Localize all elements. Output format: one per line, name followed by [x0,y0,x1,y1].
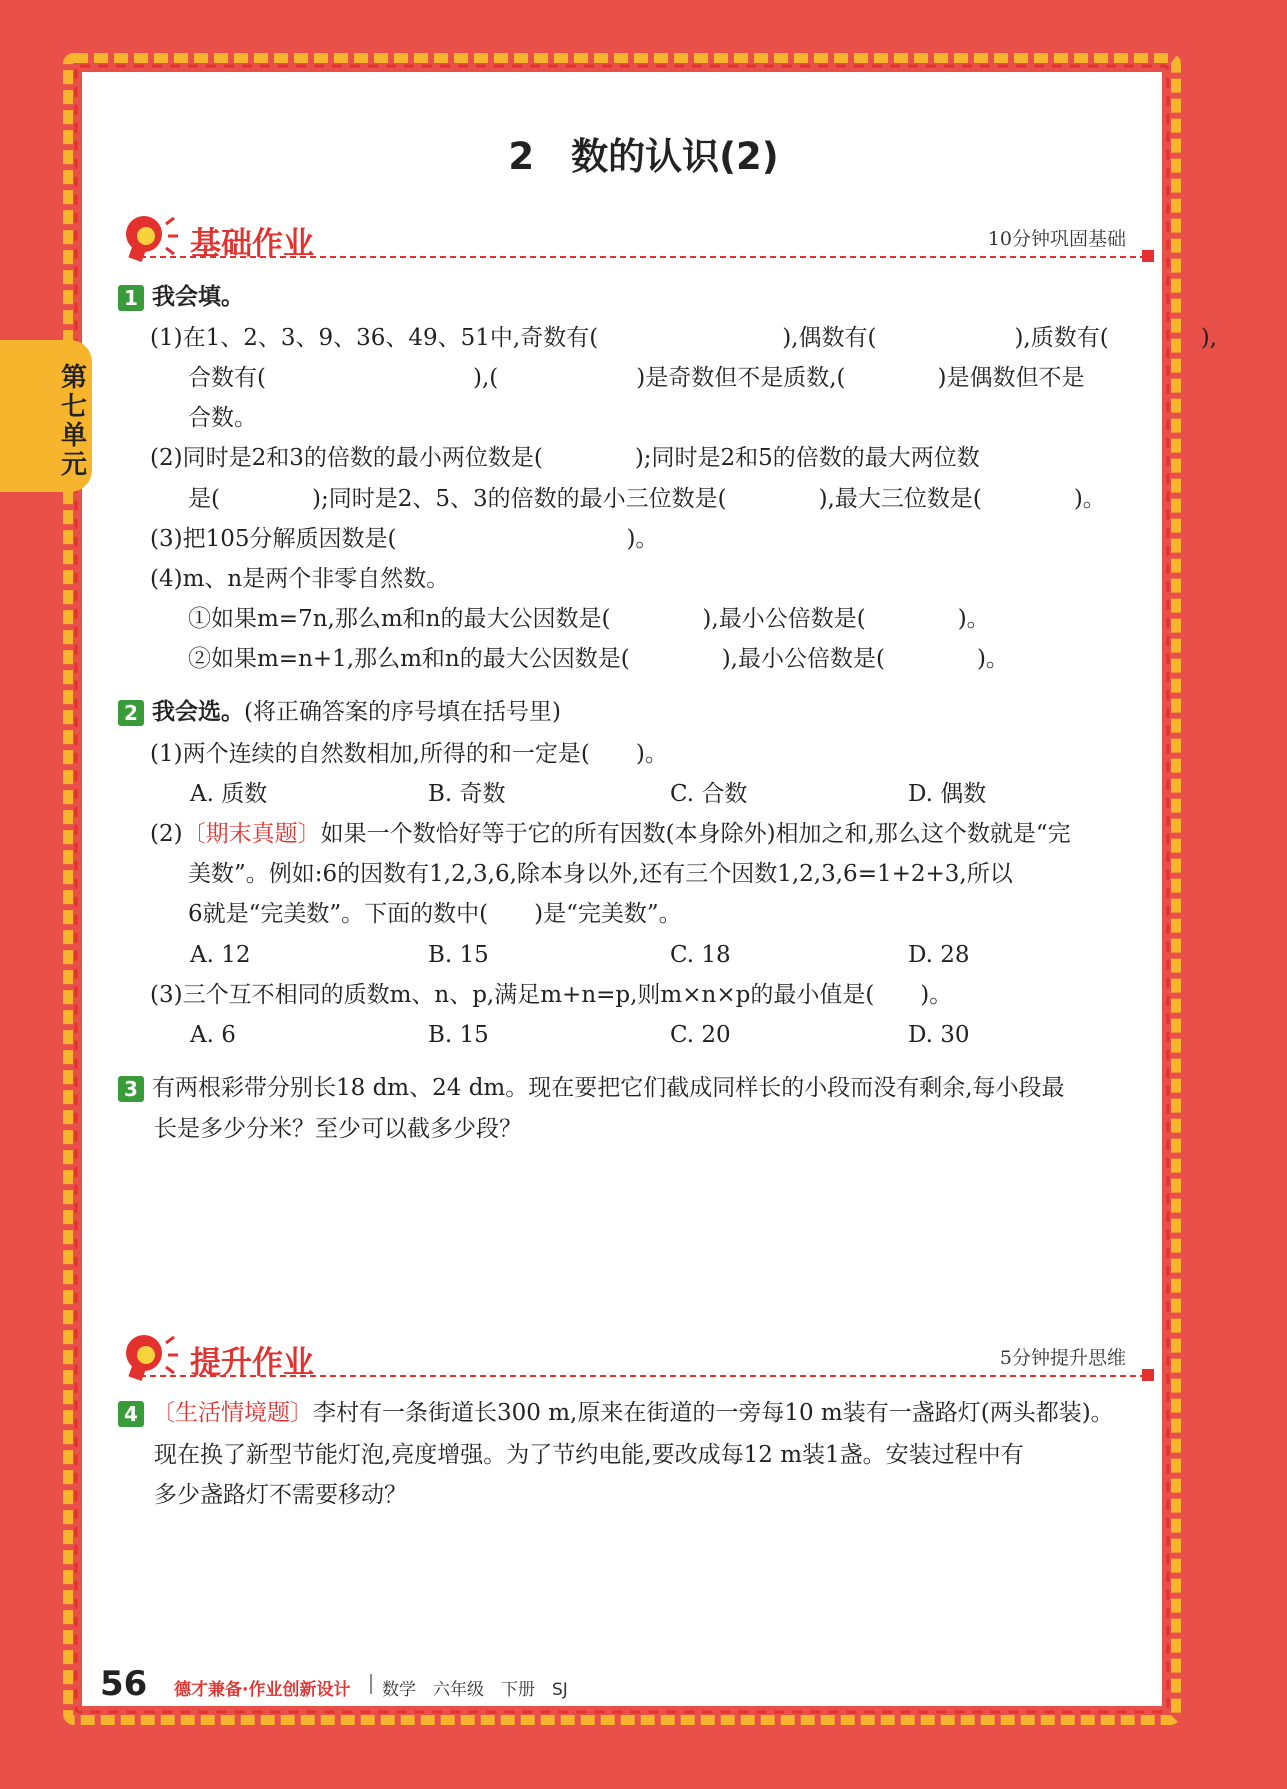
section-basic-note: 10分钟巩固基础 [987,228,1126,250]
question-1-line: (3)把105分解质因数是( )。 [150,526,659,552]
option-d: D. 30 [908,1022,970,1048]
section-advanced-note: 5分钟提升思维 [999,1347,1126,1369]
question-4-line: 多少盏路灯不需要移动？ [154,1482,407,1508]
option-b: B. 15 [428,1022,489,1048]
question-4-line [118,1398,1114,1428]
question-1-line: (2)同时是2和3的倍数的最小两位数是( );同时是2和5的倍数的最大两位数 [150,445,980,471]
question-2-1-stem: (1)两个连续的自然数相加,所得的和一定是( )。 [150,741,668,767]
question-1-title: 我会填。 [152,284,244,310]
page-title: 2 数的认识(2) [508,135,779,178]
section-advanced-title: 提升作业 [190,1345,314,1381]
question-number-badge: 1 [118,285,144,311]
section-divider [130,256,1146,258]
section-basic-title: 基础作业 [190,226,314,262]
question-1-line: 合数。 [188,405,257,431]
question-3-text: 有两根彩带分别长18 dm、24 dm。现在要把它们截成同样长的小段而没有剩余,每小段最 [152,1075,1065,1101]
question-2-header [118,697,561,727]
option-b: B. 15 [428,942,489,968]
question-2-3-stem: (3)三个互不相同的质数m、n、p,满足m+n=p,则m×n×p的最小值是( )。 [150,982,953,1008]
question-number-badge: 2 [118,700,144,726]
option-c: C. 合数 [670,781,748,807]
question-2-2-line: 美数”。例如:6的因数有1,2,3,6,除本身以外,还有三个因数1,2,3,6=1+2+3,所以 [188,861,1013,887]
option-d: D. 偶数 [908,781,987,807]
option-a: A. 质数 [190,781,268,807]
section-basic-header [116,210,1156,270]
footer-separator [370,1674,372,1694]
unit-side-tab-label: 第七单元 [60,363,87,480]
question-1-line: 合数有( ),( )是奇数但不是质数,( )是偶数但不是 [188,365,1085,391]
question-1-line: (1)在1、2、3、9、36、49、51中,奇数有( ),偶数有( ),质数有( ), [150,325,1217,351]
question-2-2-number: (2) [150,821,183,847]
option-c: C. 18 [670,942,731,968]
question-3-line: 长是多少分米？至少可以截多少段？ [154,1116,522,1142]
section-divider-end [1142,1369,1154,1381]
question-number-badge: 3 [118,1076,144,1102]
question-4-line: 现在换了新型节能灯泡,亮度增强。为了节约电能,要改成每12 m装1盏。安装过程中有 [154,1442,1024,1468]
question-1-line: (4)m、n是两个非零自然数。 [150,566,450,592]
page-number: 56 [100,1664,148,1704]
section-divider-end [1142,250,1154,262]
question-tag: 〔期末真题〕 [182,821,321,847]
option-a: A. 12 [190,942,251,968]
option-c: C. 20 [670,1022,731,1048]
section-divider [130,1375,1146,1377]
question-tag: 〔生活情境题〕 [152,1400,313,1426]
option-d: D. 28 [908,942,970,968]
footer-book-info: 数学 六年级 下册 SJ [382,1680,568,1700]
question-number-badge: 4 [118,1401,144,1427]
question-1-line: ①如果m=7n,那么m和n的最大公因数是( ),最小公倍数是( )。 [188,606,990,632]
option-a: A. 6 [190,1022,236,1048]
question-2-instruction: (将正确答案的序号填在括号里) [244,699,561,725]
question-2-2-line: 6就是“完美数”。下面的数中( )是“完美数”。 [188,901,682,927]
question-2-2-text: 如果一个数恰好等于它的所有因数(本身除外)相加之和,那么这个数就是“完 [320,821,1071,847]
option-b: B. 奇数 [428,781,506,807]
question-1-line: ②如果m=n+1,那么m和n的最大公因数是( ),最小公倍数是( )。 [188,646,1009,672]
question-2-2-stem [150,819,1071,849]
footer-brand: 德才兼备·作业创新设计 [174,1680,351,1700]
question-1-line: 是( );同时是2、5、3的倍数的最小三位数是( ),最大三位数是( )。 [188,486,1106,512]
question-3-line [118,1073,1065,1103]
question-2-title: 我会选。 [152,699,244,725]
question-1-header [118,282,244,312]
section-advanced-header [116,1329,1156,1389]
question-4-text: 李村有一条街道长300 m,原来在街道的一旁每10 m装有一盏路灯(两头都装)。 [313,1400,1114,1426]
